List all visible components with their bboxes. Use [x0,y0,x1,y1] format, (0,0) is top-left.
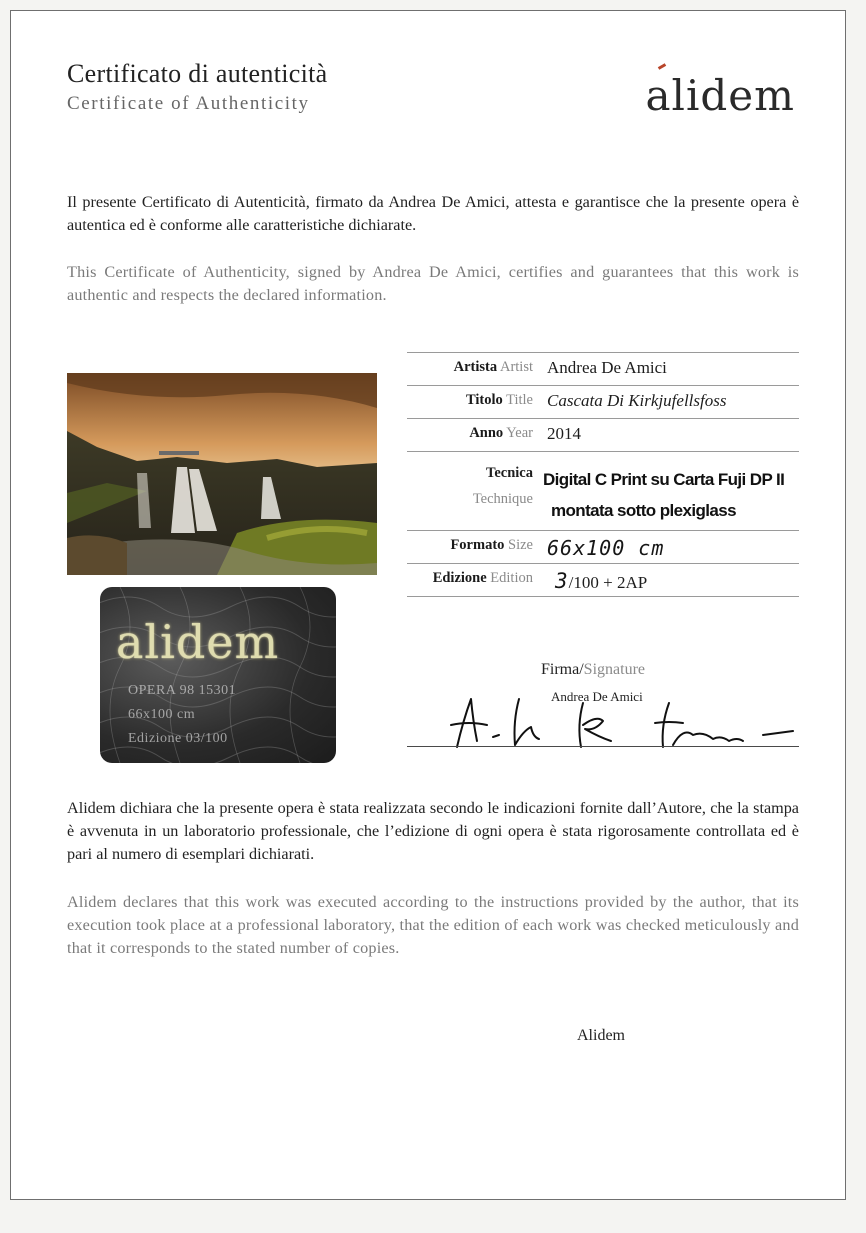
technique-value-line1: Digital C Print su Carta Fuji DP II [543,470,785,489]
edition-value [555,569,647,593]
intro-english: This Certificate of Authenticity, signed by Andrea De Amici, certifies and guarantees that this work is authentic and respects the declared information. [67,263,799,304]
signature-label-en: Signature [583,661,645,678]
hologram-size: 66x100 cm [128,707,196,722]
signature-line [407,746,799,747]
certificate-subtitle: Certificate of Authenticity [67,93,310,114]
hologram-opera-number: OPERA 98 15301 [128,683,237,698]
edition-label [433,570,533,587]
edition-total: /100 + 2AP [568,573,648,592]
title-label-en: Title [506,392,533,408]
detail-row-title [407,385,799,418]
year-label-it: Anno [469,425,504,441]
edition-label-en: Edition [490,570,533,586]
declaration-italian: Alidem dichiara che la presente opera è stata realizzata secondo le indicazioni fornite dall’Autore, che la stampa è avvenuta in un laboratorio professionale, che l’edizione di ogni opera è stata rigorosamente controllata ed è pari al numero di esemplari dichiarati. [67,799,799,863]
year-label-en: Year [506,425,533,441]
hologram-edition: Edizione 03/100 [128,731,228,746]
detail-row-technique [407,451,799,530]
year-value: 2014 [547,424,581,443]
artist-label-it: Artista [453,359,498,375]
technique-label-it: Tecnica [486,465,533,481]
logo-text: alidem [645,71,795,120]
signature-label-it: Firma/ [541,661,584,678]
size-label-en: Size [508,537,533,553]
artwork-details-table [407,352,799,597]
detail-row-size [407,530,799,563]
intro-italian: Il presente Certificato di Autenticità, firmato da Andrea De Amici, attesta e garantisce che la presente opera è autentica ed è conforme alle caratteristiche dichiarate. [67,193,799,234]
hologram-sticker [100,587,336,763]
hologram-logo: alidem [116,615,280,669]
signatory-name: Andrea De Amici [551,689,643,704]
declaration-english: Alidem declares that this work was executed according to the instructions provided by the author, that its execution took place at a professional laboratory, that the edition of each work was checked meticulously and that it corresponds to the stated number of copies. [67,893,799,957]
edition-label-it: Edizione [432,570,487,586]
artist-label [454,359,533,376]
detail-row-edition [407,563,799,597]
certificate-page [10,10,846,1200]
technique-value-line2: montata sotto plexiglass [551,501,736,520]
handwritten-signature [407,691,799,751]
closing-signature: Alidem [577,1027,625,1044]
alidem-logo [646,71,795,120]
artwork-photo [67,373,377,575]
size-value-handwritten: 66x100 cm [547,536,665,560]
title-label-it: Titolo [465,392,503,408]
artist-value: Andrea De Amici [547,358,667,377]
technique-label-en: Technique [472,491,533,507]
signature-label [541,661,645,679]
year-label [469,425,533,442]
artist-label-en: Artist [499,359,533,375]
title-label [466,392,533,409]
detail-row-artist [407,352,799,385]
size-label-it: Formato [450,537,505,553]
title-value: Cascata Di Kirkjufellsfoss [547,391,727,410]
edition-number-handwritten: 3 [555,569,569,593]
technique-label [473,460,533,512]
certificate-title: Certificato di autenticità [67,59,328,88]
detail-row-year [407,418,799,451]
technique-value [543,464,784,526]
size-label [450,537,533,554]
logo-accent-mark [657,63,665,70]
